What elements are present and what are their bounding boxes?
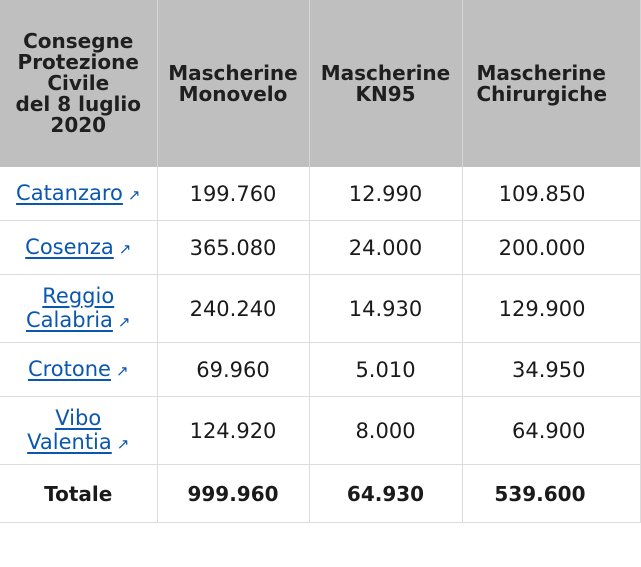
header-line: Monovelo bbox=[178, 81, 288, 106]
value-cell: 129.900 bbox=[462, 275, 640, 343]
total-row bbox=[0, 465, 640, 523]
value-cell: 64.900 bbox=[462, 397, 640, 465]
table-row bbox=[0, 275, 640, 343]
table-row bbox=[0, 221, 640, 275]
value-cell: 14.930 bbox=[309, 275, 462, 343]
header-line: Civile bbox=[47, 71, 110, 95]
header-cell-monovelo bbox=[157, 0, 309, 167]
header-line: Protezione bbox=[17, 50, 139, 74]
total-label: Totale bbox=[0, 465, 157, 523]
table-header-row bbox=[0, 0, 640, 167]
value-cell: 199.760 bbox=[157, 167, 309, 221]
table-row bbox=[0, 343, 640, 397]
city-name-line: Calabria bbox=[26, 307, 113, 332]
value-cell: 12.990 bbox=[309, 167, 462, 221]
external-link-icon: ↗ bbox=[117, 312, 131, 331]
page-background bbox=[0, 543, 594, 567]
value-cell: 34.950 bbox=[462, 343, 640, 397]
total-value: 64.930 bbox=[309, 465, 462, 523]
value-cell: 200.000 bbox=[462, 221, 640, 275]
total-value: 539.600 bbox=[462, 465, 640, 523]
city-link-cosenza[interactable] bbox=[25, 235, 131, 259]
city-link-crotone[interactable] bbox=[28, 357, 129, 381]
header-line: Mascherine bbox=[320, 60, 451, 85]
value-cell: 240.240 bbox=[157, 275, 309, 343]
city-cell bbox=[0, 343, 157, 397]
city-cell bbox=[0, 275, 157, 343]
external-link-icon: ↗ bbox=[115, 361, 129, 380]
city-link-vibo-valentia[interactable] bbox=[27, 406, 129, 454]
city-name: Cosenza bbox=[25, 234, 114, 259]
city-link-catanzaro[interactable] bbox=[16, 181, 140, 205]
total-value: 999.960 bbox=[157, 465, 309, 523]
value-cell: 109.850 bbox=[462, 167, 640, 221]
city-cell bbox=[0, 397, 157, 465]
header-line: Mascherine bbox=[476, 60, 606, 85]
city-link-reggio-calabria[interactable] bbox=[26, 284, 130, 332]
city-name-line: Reggio bbox=[42, 283, 115, 308]
external-link-icon: ↗ bbox=[118, 239, 132, 258]
header-line: del 8 luglio bbox=[15, 92, 141, 116]
header-line: Consegne bbox=[23, 29, 134, 53]
table-row bbox=[0, 167, 640, 221]
city-name-line: Valentia bbox=[27, 429, 112, 454]
header-line: KN95 bbox=[355, 81, 416, 106]
value-cell: 24.000 bbox=[309, 221, 462, 275]
value-cell: 5.010 bbox=[309, 343, 462, 397]
header-cell-deliveries bbox=[0, 0, 157, 167]
header-line: Chirurgiche bbox=[476, 81, 608, 106]
city-name: Crotone bbox=[27, 356, 111, 381]
header-cell-kn95 bbox=[309, 0, 462, 167]
value-cell: 365.080 bbox=[157, 221, 309, 275]
city-cell bbox=[0, 221, 157, 275]
city-name: Catanzaro bbox=[16, 180, 123, 205]
external-link-icon: ↗ bbox=[127, 185, 141, 204]
table-row bbox=[0, 397, 640, 465]
header-cell-chirurgiche bbox=[462, 0, 640, 167]
city-name-line: Vibo bbox=[55, 405, 102, 430]
external-link-icon: ↗ bbox=[116, 434, 130, 453]
header-line: 2020 bbox=[50, 113, 107, 137]
value-cell: 8.000 bbox=[309, 397, 462, 465]
value-cell: 124.920 bbox=[157, 397, 309, 465]
city-cell bbox=[0, 167, 157, 221]
header-line: Mascherine bbox=[168, 60, 298, 85]
value-cell: 69.960 bbox=[157, 343, 309, 397]
